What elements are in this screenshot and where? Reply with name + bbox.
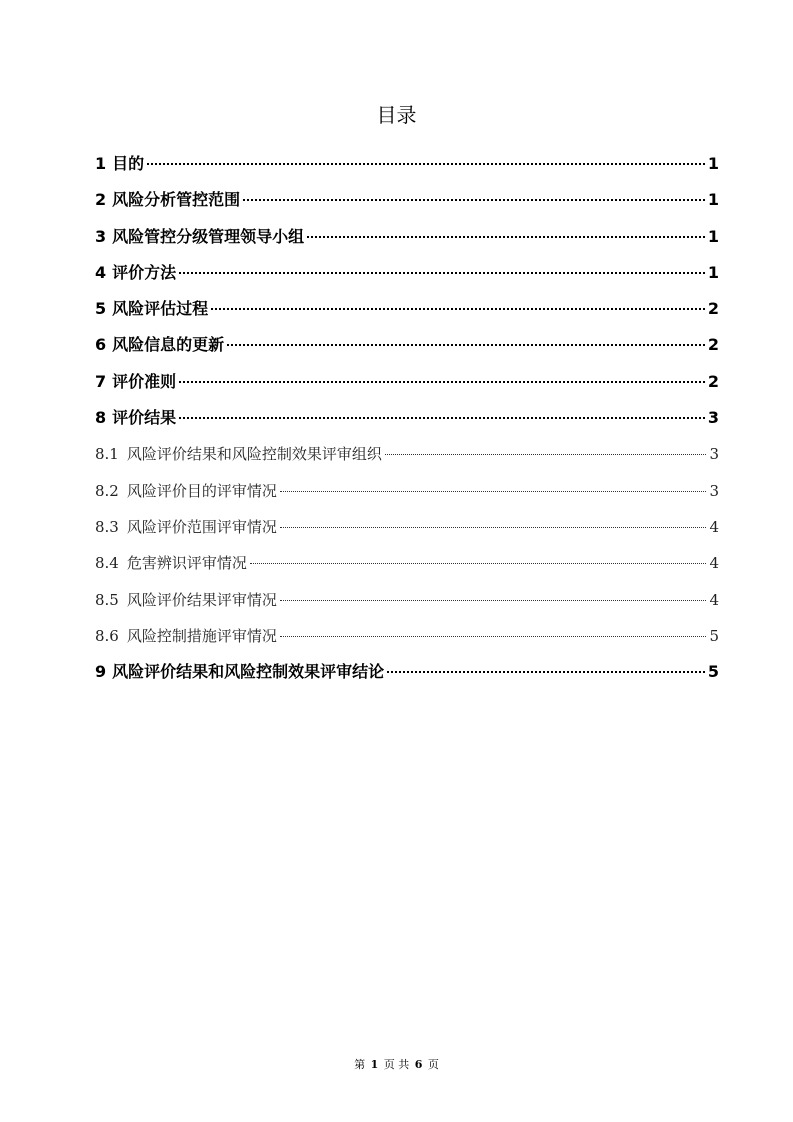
toc-entry-number: 8 bbox=[95, 408, 107, 428]
toc-entry-title: 风险评价结果评审情况 bbox=[126, 590, 277, 609]
toc-entry-title: 危害辨识评审情况 bbox=[126, 554, 247, 573]
toc-entry-number: 8.4 bbox=[95, 554, 119, 573]
toc-title: 目录 bbox=[376, 103, 417, 127]
toc-entry-title: 风险评价结果和风险控制效果评审结论 bbox=[112, 662, 385, 682]
toc-dot-leader bbox=[250, 563, 706, 564]
toc-entry-title: 风险信息的更新 bbox=[112, 335, 225, 355]
toc-entry[interactable] bbox=[95, 291, 719, 327]
toc-entry-title: 风险管控分级管理领导小组 bbox=[112, 226, 305, 246]
toc-entry-page: 5 bbox=[709, 626, 719, 645]
toc-entry-page: 3 bbox=[707, 408, 719, 428]
toc-entry[interactable] bbox=[95, 400, 719, 436]
toc-entry[interactable] bbox=[95, 654, 719, 690]
toc-entry-page: 2 bbox=[707, 299, 719, 319]
toc-entry-title: 风险评价范围评审情况 bbox=[126, 517, 277, 536]
toc-entry-title: 目的 bbox=[112, 154, 145, 173]
toc-entry[interactable] bbox=[95, 618, 719, 654]
toc-entry[interactable] bbox=[95, 255, 719, 291]
toc-entry-number: 8.5 bbox=[95, 590, 119, 609]
toc-entry-page: 4 bbox=[709, 554, 719, 573]
toc-entry[interactable] bbox=[95, 146, 719, 182]
toc-entry-title: 评价准则 bbox=[112, 371, 177, 391]
toc-entry-page: 5 bbox=[707, 662, 719, 682]
toc-entry-title: 风险分析管控范围 bbox=[112, 190, 241, 210]
toc-entry-page: 3 bbox=[709, 445, 719, 464]
toc-entry-title: 风险评估过程 bbox=[112, 299, 209, 319]
toc-entry-title: 评价方法 bbox=[112, 262, 177, 282]
toc-dot-leader bbox=[280, 527, 706, 528]
toc-entry-title: 风险评价结果和风险控制效果评审组织 bbox=[126, 445, 382, 464]
toc-entry[interactable] bbox=[95, 327, 719, 363]
toc-dot-leader bbox=[179, 381, 705, 383]
toc-dot-leader bbox=[385, 454, 706, 455]
toc-entry-page: 4 bbox=[709, 517, 719, 536]
toc-entry-number: 1 bbox=[95, 154, 107, 173]
toc-entry-number: 4 bbox=[95, 262, 107, 282]
toc-entry-number: 8.6 bbox=[95, 626, 119, 645]
toc-entry-number: 8.2 bbox=[95, 481, 119, 500]
footer-current-page: 1 bbox=[370, 1058, 379, 1071]
toc-dot-leader bbox=[211, 308, 705, 310]
toc-entry-page: 2 bbox=[707, 371, 719, 391]
toc-entry[interactable] bbox=[95, 364, 719, 400]
toc-entry-number: 5 bbox=[95, 299, 107, 319]
footer-total-pages: 6 bbox=[414, 1058, 423, 1071]
table-of-contents bbox=[95, 146, 719, 690]
toc-entry-page: 1 bbox=[707, 262, 719, 282]
toc-entry-number: 7 bbox=[95, 371, 107, 391]
toc-entry-title: 风险评价目的评审情况 bbox=[126, 481, 277, 500]
toc-entry-number: 8.1 bbox=[95, 445, 119, 464]
toc-entry[interactable] bbox=[95, 436, 719, 472]
toc-entry[interactable] bbox=[95, 509, 719, 545]
toc-entry-page: 2 bbox=[707, 335, 719, 355]
toc-dot-leader bbox=[280, 600, 706, 601]
toc-entry-number: 6 bbox=[95, 335, 107, 355]
toc-entry-number: 8.3 bbox=[95, 517, 119, 536]
page-footer bbox=[0, 1056, 793, 1072]
toc-entry-page: 1 bbox=[707, 226, 719, 246]
toc-dot-leader bbox=[227, 344, 705, 346]
toc-dot-leader bbox=[280, 491, 706, 492]
toc-dot-leader bbox=[243, 199, 705, 201]
footer-suffix: 页 bbox=[427, 1058, 439, 1071]
toc-dot-leader bbox=[387, 671, 705, 673]
footer-prefix: 第 bbox=[354, 1058, 366, 1071]
toc-entry[interactable] bbox=[95, 582, 719, 618]
toc-dot-leader bbox=[280, 636, 706, 637]
toc-entry-page: 1 bbox=[707, 154, 719, 173]
toc-entry-page: 1 bbox=[707, 190, 719, 210]
toc-entry[interactable] bbox=[95, 473, 719, 509]
toc-entry[interactable] bbox=[95, 182, 719, 218]
toc-dot-leader bbox=[179, 272, 705, 274]
toc-entry-title: 风险控制措施评审情况 bbox=[126, 626, 277, 645]
toc-entry-page: 4 bbox=[709, 590, 719, 609]
toc-entry-number: 3 bbox=[95, 226, 107, 246]
toc-dot-leader bbox=[179, 417, 705, 419]
toc-dot-leader bbox=[147, 163, 705, 165]
toc-entry-number: 9 bbox=[95, 662, 107, 682]
toc-entry[interactable] bbox=[95, 219, 719, 255]
toc-entry-title: 评价结果 bbox=[112, 408, 177, 428]
toc-entry-page: 3 bbox=[709, 481, 719, 500]
toc-entry-number: 2 bbox=[95, 190, 107, 210]
toc-dot-leader bbox=[307, 236, 705, 238]
footer-middle: 页 共 bbox=[383, 1058, 410, 1071]
toc-entry[interactable] bbox=[95, 545, 719, 581]
